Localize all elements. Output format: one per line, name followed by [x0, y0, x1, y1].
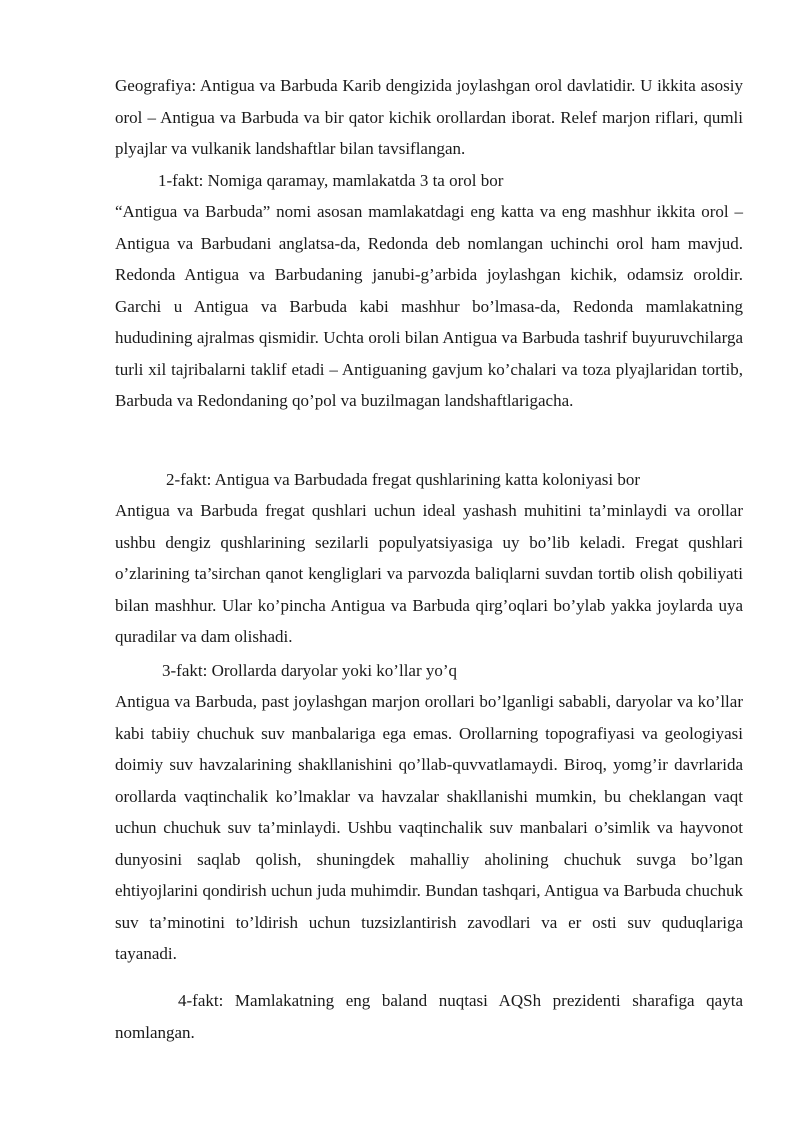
intro-paragraph: Geografiya: Antigua va Barbuda Karib dengizida joylashgan orol davlatidir. U ikkita asosiy orol – Antigua va Barbuda va bir qator kichik orollardan iborat. Relef marjon riflari, qumli plyajlar va vulkanik landshaftlar bilan tavsiflangan. — [115, 76, 743, 158]
fact-2-heading: 2-fakt: Antigua va Barbudada fregat qushlarining katta koloniyasi bor — [166, 470, 640, 489]
fact-4-heading: 4-fakt: Mamlakatning eng baland nuqtasi AQSh prezidenti sharafiga qayta nomlangan. — [115, 991, 743, 1042]
fact-3-body: Antigua va Barbuda, past joylashgan marjon orollari bo’lganligi sababli, daryolar va ko’llar kabi tabiiy chuchuk suv manbalariga ega emas. Orollarning topografiyasi va geologiyasi doimiy suv havzalarining shakllanishini qo’llab-quvvatlamaydi. Biroq, yomg’ir davrlarida orollarda vaqtinchalik ko’lmaklar va havzalar shakllanishi mumkin, bu cheklangan vaqt uchun chuchuk suv ta’minlaydi. Ushbu vaqtinchalik suv manbalari o’simlik va hayvonot dunyosini saqlab qolish, shuningdek mahalliy aholining chuchuk suvga bo’lgan ehtiyojlarini qondirish uchun juda muhimdir. Bundan tashqari, Antigua va Barbuda chuchuk suv ta’minotini to’ldirish uchun tuzsizlantirish zavodlari va er osti suv quduqlariga tayanadi. — [115, 692, 743, 963]
fact-2-body: Antigua va Barbuda fregat qushlari uchun ideal yashash muhitini ta’minlaydi va orollar ushbu dengiz qushlarining sezilarli populyatsiyasiga uy bo’lib keladi. Fregat qushlari o’zlarining ta’sirchan qanot kengliglari va parvozda baliqlarni suvdan tortib olish qobiliyati bilan mashhur. Ular ko’pincha Antigua va Barbuda qirg’oqlari bo’ylab yakka joylarda uya quradilar va dam olishadi. — [115, 501, 743, 646]
fact-3-heading: 3-fakt: Orollarda daryolar yoki ko’llar yo’q — [162, 661, 458, 680]
fact-1-heading: 1-fakt: Nomiga qaramay, mamlakatda 3 ta orol bor — [158, 171, 504, 190]
fact-1-body: “Antigua va Barbuda” nomi asosan mamlakatdagi eng katta va eng mashhur ikkita orol – Antigua va Barbudani anglatsa-da, Redonda deb nomlangan uchinchi orol ham mavjud. Redonda Antigua va Barbudaning janubi-g’arbida joylashgan kichik, odamsiz oroldir. Garchi u Antigua va Barbuda kabi mashhur bo’lmasa-da, Redonda mamlakatning hududining ajralmas qismidir. Uchta oroli bilan Antigua va Barbuda tashrif buyuruvchilarga turli xil tajribalarni taklif etadi – Antiguaning gavjum ko’chalari va toza plyajlaridan tortib, Barbuda va Redondaning qo’pol va buzilmagan landshaftlarigacha. — [115, 202, 743, 410]
